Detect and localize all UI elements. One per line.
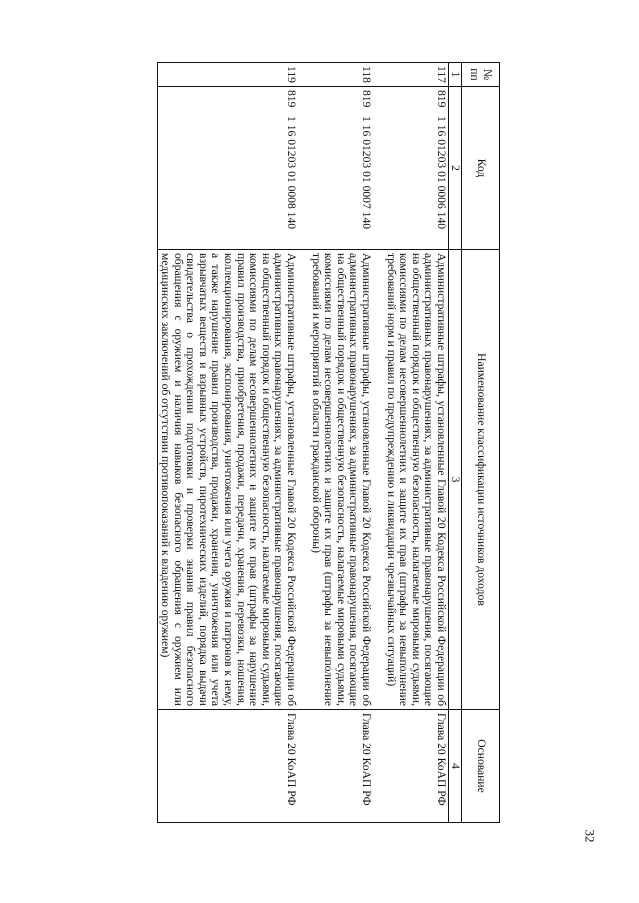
rotated-table-container: [74, 62, 500, 822]
row-number: 118: [308, 63, 373, 87]
column-number: 3: [449, 250, 462, 710]
table-row: [308, 63, 373, 823]
header-code: Код: [462, 87, 500, 250]
page-number: 32: [582, 829, 598, 843]
row-code: [308, 87, 373, 250]
row-code: [157, 87, 298, 250]
header-basis: Основание: [462, 710, 500, 823]
income-code: 1 16 01203 01 0006 140: [435, 116, 448, 230]
row-gap: [298, 63, 308, 823]
header-name: Наименование классификации источников доходов: [462, 250, 500, 710]
row-code: [383, 87, 448, 250]
classification-table: [157, 62, 500, 823]
row-number: 117: [383, 63, 448, 87]
admin-code: 819: [360, 90, 374, 108]
column-number-row: [449, 63, 462, 823]
row-classification-name: Административные штрафы, установленные Главой 20 Кодекса Российской Федерации об административных правонарушениях, за административные правонарушения, посягающие на общественный порядок и общественную безопасность, налагаемые мировыми судьями, комиссиями по делам несовершеннолетних и защите их прав (штрафы за нарушение правил производства, приобретения, продажи, передачи, хранения, перевозки, ношения, коллекционирования, экспонирования, уничтожения или учета оружия и патронов к нему, а также нарушение правил производства, продажи, хранения, уничтожения или учета взрывчатых веществ и взрывных устройств, пиротехнических изделий, порядка выдачи свидетельства о прохождении подготовки и проверки знания правил безопасного обращения с оружием и наличия навыков безопасного обращения с оружием или медицинских заключений об отсутствии противопоказаний к владению оружием): [157, 250, 298, 710]
admin-code: 819: [435, 90, 448, 108]
row-basis: Глава 20 КоАП РФ: [383, 710, 448, 823]
header-number: № пп: [462, 63, 500, 87]
table-row: [157, 63, 298, 823]
income-code: 1 16 01203 01 0008 140: [285, 116, 299, 230]
column-number: 4: [449, 710, 462, 823]
table-header-row: [462, 63, 500, 823]
income-code: 1 16 01203 01 0007 140: [360, 116, 374, 230]
column-number: 2: [449, 87, 462, 250]
row-number: 119: [157, 63, 298, 87]
column-number: 1: [449, 63, 462, 87]
row-basis: Глава 20 КоАП РФ: [157, 710, 298, 823]
row-classification-name: Административные штрафы, установленные Главой 20 Кодекса Российской Федерации об административных правонарушениях, за административные правонарушения, посягающие на общественный порядок и общественную безопасность, налагаемые мировыми судьями, комиссиями по делам несовершеннолетних и защите их прав (штрафы за невыполнение требований и мероприятий в области гражданской обороны): [308, 250, 373, 710]
row-gap: [373, 63, 383, 823]
admin-code: 819: [285, 90, 299, 108]
row-classification-name: Административные штрафы, установленные Главой 20 Кодекса Российской Федерации об административных правонарушениях, за административные правонарушения, посягающие на общественный порядок и общественную безопасность, налагаемые мировыми судьями, комиссиями по делам несовершеннолетних и защите их прав (штрафы за невыполнение требований норм и правил по предупреждению и ликвидации чрезвычайных ситуаций): [383, 250, 448, 710]
row-basis: Глава 20 КоАП РФ: [308, 710, 373, 823]
table-row: [383, 63, 448, 823]
